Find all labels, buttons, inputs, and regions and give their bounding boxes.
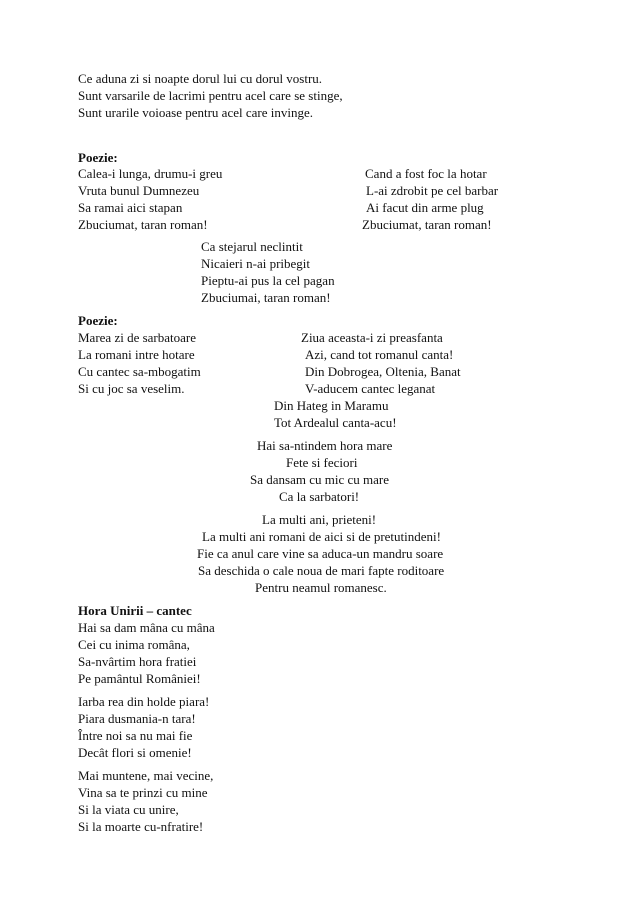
verse-line: Sa deschida o cale noua de mari fapte roditoare — [198, 563, 445, 578]
verse-line: Pieptu-ai pus la cel pagan — [201, 273, 335, 288]
verse-line: Ai facut din arme plug — [366, 200, 484, 215]
verse-line: La multi ani, prieteni! — [262, 512, 377, 527]
verse-line: Sa dansam cu mic cu mare — [250, 472, 389, 487]
verse-line: Pentru neamul romanesc. — [255, 580, 387, 595]
verse-line: Si la moarte cu-nfratire! — [78, 819, 204, 834]
poem-heading: Poezie: — [78, 150, 118, 165]
verse-line: V-aducem cantec leganat — [305, 381, 436, 396]
verse-line: Ca la sarbatori! — [279, 489, 360, 504]
verse-line: Din Hateg in Maramu — [274, 398, 389, 413]
verse-line: Piara dusmania-n tara! — [78, 711, 196, 726]
verse-line: Azi, cand tot romanul canta! — [305, 347, 454, 362]
verse-line: Cand a fost foc la hotar — [365, 166, 487, 181]
verse-line: Cu cantec sa-mbogatim — [78, 364, 201, 379]
verse-line: Hai sa-ntindem hora mare — [257, 438, 393, 453]
verse-line: Din Dobrogea, Oltenia, Banat — [305, 364, 461, 379]
verse-line: Ca stejarul neclintit — [201, 239, 303, 254]
verse-line: Sa-nvârtim hora fratiei — [78, 654, 197, 669]
verse-line: Calea-i lunga, drumu-i greu — [78, 166, 223, 181]
verse-line: Fie ca anul care vine sa aduca-un mandru soare — [197, 546, 444, 561]
intro-line: Sunt varsarile de lacrimi pentru acel care se stinge, — [78, 88, 343, 103]
verse-line: Ziua aceasta-i zi preasfanta — [301, 330, 443, 345]
verse-line: Între noi sa nu mai fie — [78, 728, 193, 743]
verse-line: Fete si feciori — [286, 455, 358, 470]
verse-line: Vruta bunul Dumnezeu — [78, 183, 200, 198]
verse-line: Zbuciumai, taran roman! — [201, 290, 331, 305]
verse-line: Iarba rea din holde piara! — [78, 694, 210, 709]
verse-line: Hai sa dam mâna cu mâna — [78, 620, 215, 635]
verse-line: Si cu joc sa veselim. — [78, 381, 185, 396]
verse-line: Sa ramai aici stapan — [78, 200, 183, 215]
intro-line: Ce aduna zi si noapte dorul lui cu dorul vostru. — [78, 71, 323, 86]
intro-line: Sunt urarile voioase pentru acel care invinge. — [78, 105, 313, 120]
verse-line: Mai muntene, mai vecine, — [78, 768, 214, 783]
verse-line: La romani intre hotare — [78, 347, 195, 362]
verse-line: Si la viata cu unire, — [78, 802, 179, 817]
song-heading: Hora Unirii – cantec — [78, 603, 192, 618]
verse-line: Zbuciumat, taran roman! — [78, 217, 208, 232]
verse-line: Nicaieri n-ai pribegit — [201, 256, 311, 271]
verse-line: Decât flori si omenie! — [78, 745, 192, 760]
verse-line: La multi ani romani de aici si de pretutindeni! — [202, 529, 441, 544]
verse-line: L-ai zdrobit pe cel barbar — [366, 183, 499, 198]
verse-line: Vina sa te prinzi cu mine — [78, 785, 208, 800]
verse-line: Tot Ardealul canta-acu! — [274, 415, 397, 430]
verse-line: Zbuciumat, taran roman! — [362, 217, 492, 232]
poem-heading: Poezie: — [78, 313, 118, 328]
verse-line: Marea zi de sarbatoare — [78, 330, 197, 345]
verse-line: Pe pamântul României! — [78, 671, 201, 686]
verse-line: Cei cu inima româna, — [78, 637, 190, 652]
